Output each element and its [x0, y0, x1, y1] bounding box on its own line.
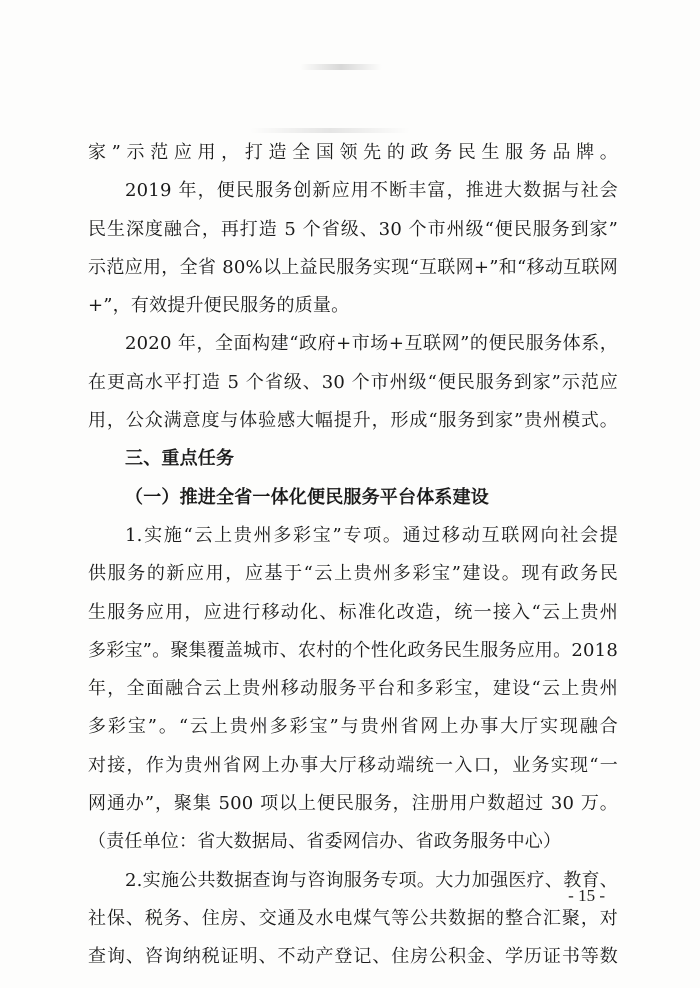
text-line: 供服务的新应用，应基于“云上贵州多彩宝”建设。现有政务民	[88, 563, 618, 585]
text-line: 查询、咨询纳税证明、不动产登记、住房公积金、学历证书等数	[88, 946, 618, 968]
text-line: 网通办”，聚集 500 项以上便民服务，注册用户数超过 30 万。	[88, 793, 618, 815]
text-line: +”，有效提升便民服务的质量。	[88, 295, 350, 317]
text-line: 家”示范应用，打造全国领先的政务民生服务品牌。	[88, 142, 618, 163]
text-line: 在更高水平打造 5 个省级、30 个市州级“便民服务到家”示范应	[88, 371, 618, 393]
faint-bleed-through-mark	[300, 64, 382, 70]
text-line: 年，全面融合云上贵州移动服务平台和多彩宝，建设“云上贵州	[88, 678, 618, 700]
text-line: 2019 年，便民服务创新应用不断丰富，推进大数据与社会	[125, 180, 618, 202]
text-line: 生服务应用，应进行移动化、标准化改造，统一接入“云上贵州	[88, 601, 618, 623]
subsection-heading: （一）推进全省一体化便民服务平台体系建设	[125, 486, 489, 508]
text-line: 2020 年，全面构建“政府+市场+互联网”的便民服务体系，	[125, 333, 618, 355]
faint-bleed-through-mark	[250, 128, 410, 133]
text-line: 多彩宝”。聚集覆盖城市、农村的个性化政务民生服务应用。2018	[88, 639, 618, 661]
text-line: 1.实施“云上贵州多彩宝”专项。通过移动互联网向社会提	[125, 524, 618, 546]
text-line: 多彩宝”。“云上贵州多彩宝”与贵州省网上办事大厅实现融合	[88, 716, 618, 738]
text-line: 示范应用，全省 80%以上益民服务实现“互联网+”和“移动互联网	[88, 256, 618, 278]
document-body	[88, 134, 618, 977]
text-line: （责任单位：省大数据局、省委网信办、省政务服务中心）	[88, 831, 562, 853]
section-heading: 三、重点任务	[125, 448, 235, 470]
text-line: 社保、税务、住房、交通及水电煤气等公共数据的整合汇聚，对	[88, 907, 618, 929]
text-line: 用，公众满意度与体验感大幅提升，形成“服务到家”贵州模式。	[88, 410, 618, 432]
text-line: 对接，作为贵州省网上办事大厅移动端统一入口，业务实现“一	[88, 754, 618, 776]
text-line: 2.实施公共数据查询与咨询服务专项。大力加强医疗、教育、	[125, 869, 618, 891]
text-line: 民生深度融合，再打造 5 个省级、30 个市州级“便民服务到家”	[88, 218, 618, 240]
page-number: - 15 -	[568, 886, 605, 905]
